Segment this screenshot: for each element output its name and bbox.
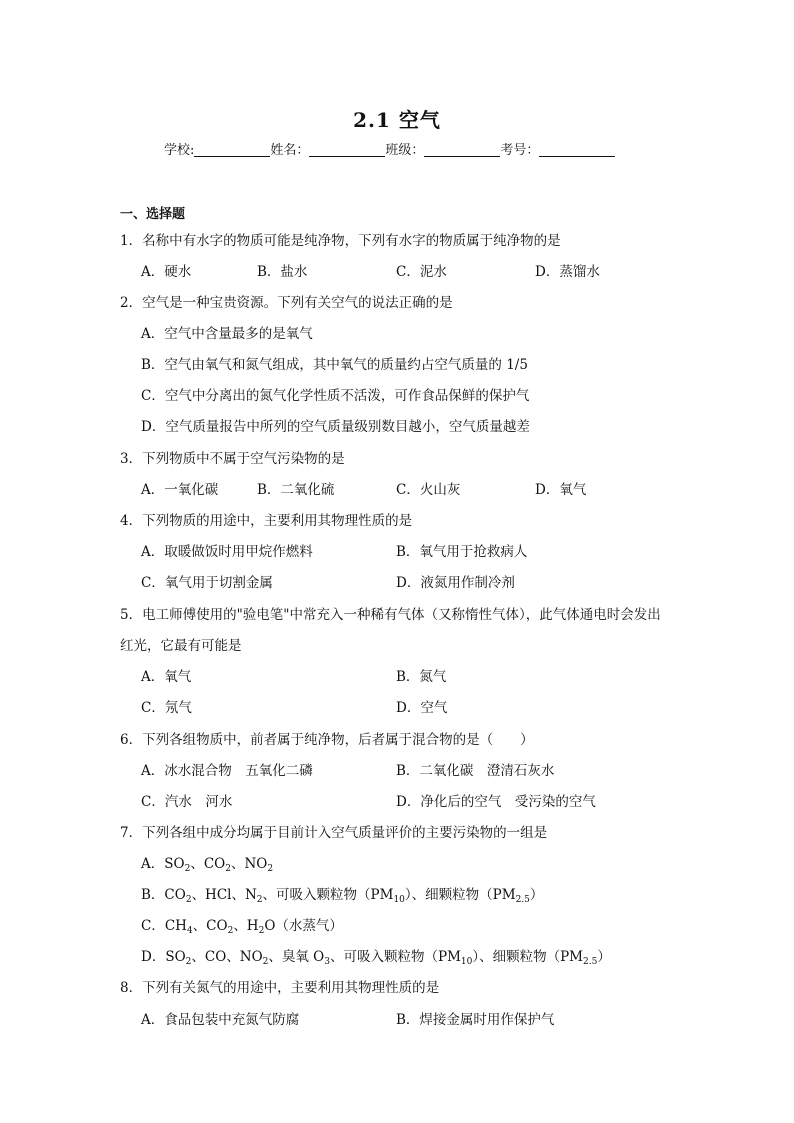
question-7-option-d[interactable]: D．$SO_2$、CO、$NO_2$、臭氧 $O_3$、可吸入颗粒物$(PM_{10})$、细颗粒物$(PM_{2.5})$ <box>141 949 611 967</box>
number-label: 考号： <box>500 143 540 158</box>
question-6-option-d[interactable]: D．净化后的空气 受污染的空气 <box>396 794 596 810</box>
question-3-option-d[interactable]: D．氧气 <box>535 482 587 498</box>
question-7-stem: 7．下列各组中成分均属于目前计入空气质量评价的主要污染物的一组是 <box>120 825 548 841</box>
section-title: 一、选择题 <box>120 207 186 222</box>
question-8-option-b[interactable]: B．焊接金属时用作保护气 <box>396 1012 555 1028</box>
school-label: 学校: <box>164 143 195 158</box>
question-5-option-a[interactable]: A．氧气 <box>141 669 192 685</box>
question-7-option-c[interactable]: C．$CH_4$、$CO_2$、$H_2O$（水蒸气） <box>141 918 343 936</box>
question-1-option-b[interactable]: B．盐水 <box>257 264 308 280</box>
school-field[interactable] <box>194 142 270 157</box>
question-5-option-c[interactable]: C．氖气 <box>141 700 192 716</box>
question-3-stem: 3．下列物质中不属于空气污染物的是 <box>120 451 345 467</box>
name-label: 姓名： <box>270 143 310 158</box>
name-field[interactable] <box>309 142 385 157</box>
question-6-option-b[interactable]: B．二氧化碳 澄清石灰水 <box>396 763 555 779</box>
class-field[interactable] <box>424 142 500 157</box>
question-7-option-a[interactable]: A．$SO_2$、$CO_2$、$NO_2$ <box>141 856 274 874</box>
question-2-option-b[interactable]: B．空气由氧气和氮气组成，其中氧气的质量约占空气质量的 1/5 <box>141 357 528 373</box>
question-2-stem: 2．空气是一种宝贵资源。下列有关空气的说法正确的是 <box>120 295 453 311</box>
question-3-option-a[interactable]: A．一氧化碳 <box>141 482 219 498</box>
question-4-stem: 4．下列物质的用途中，主要利用其物理性质的是 <box>120 513 413 529</box>
question-1-option-c[interactable]: C．泥水 <box>396 264 447 280</box>
question-6-stem: 6．下列各组物质中，前者属于纯净物，后者属于混合物的是（ ） <box>120 732 534 748</box>
student-info-line <box>164 139 615 158</box>
question-7-option-b[interactable]: B．$CO_2$、HCl、$N_2$、可吸入颗粒物$(PM_{10})$、细颗粒物$(PM_{2.5})$ <box>141 887 544 905</box>
class-label: 班级： <box>385 143 425 158</box>
question-2-option-d[interactable]: D．空气质量报告中所列的空气质量级别数目越小，空气质量越差 <box>141 419 530 435</box>
question-1-option-a[interactable]: A．硬水 <box>141 264 192 280</box>
question-2-option-c[interactable]: C．空气中分离出的氮气化学性质不活泼，可作食品保鲜的保护气 <box>141 388 530 404</box>
question-5-option-b[interactable]: B．氮气 <box>396 669 447 685</box>
question-4-option-d[interactable]: D．液氮用作制冷剂 <box>396 575 515 591</box>
question-8-stem: 8．下列有关氮气的用途中，主要利用其物理性质的是 <box>120 980 440 996</box>
question-5-stem-line-2: 红光，它最有可能是 <box>120 638 242 654</box>
question-5-option-d[interactable]: D．空气 <box>396 700 448 716</box>
question-6-option-c[interactable]: C．汽水 河水 <box>141 794 233 810</box>
question-6-option-a[interactable]: A．冰水混合物 五氧化二磷 <box>141 763 313 779</box>
page-title: 2.1 空气 <box>353 108 441 132</box>
exam-number-field[interactable] <box>539 142 615 157</box>
question-4-option-c[interactable]: C．氧气用于切割金属 <box>141 575 273 591</box>
question-4-option-a[interactable]: A．取暖做饭时用甲烷作燃料 <box>141 544 313 560</box>
question-4-option-b[interactable]: B．氧气用于抢救病人 <box>396 544 528 560</box>
question-1-option-d[interactable]: D．蒸馏水 <box>535 264 600 280</box>
question-1-stem: 1．名称中有水字的物质可能是纯净物，下列有水字的物质属于纯净物的是 <box>120 233 561 249</box>
question-3-option-b[interactable]: B．二氧化硫 <box>257 482 335 498</box>
question-8-option-a[interactable]: A．食品包装中充氮气防腐 <box>141 1012 300 1028</box>
question-2-option-a[interactable]: A．空气中含量最多的是氧气 <box>141 326 313 342</box>
question-5-stem-line-1: 5．电工师傅使用的"验电笔"中常充入一种稀有气体（又称惰性气体），此气体通电时会发出 <box>120 607 661 623</box>
question-3-option-c[interactable]: C．火山灰 <box>396 482 461 498</box>
